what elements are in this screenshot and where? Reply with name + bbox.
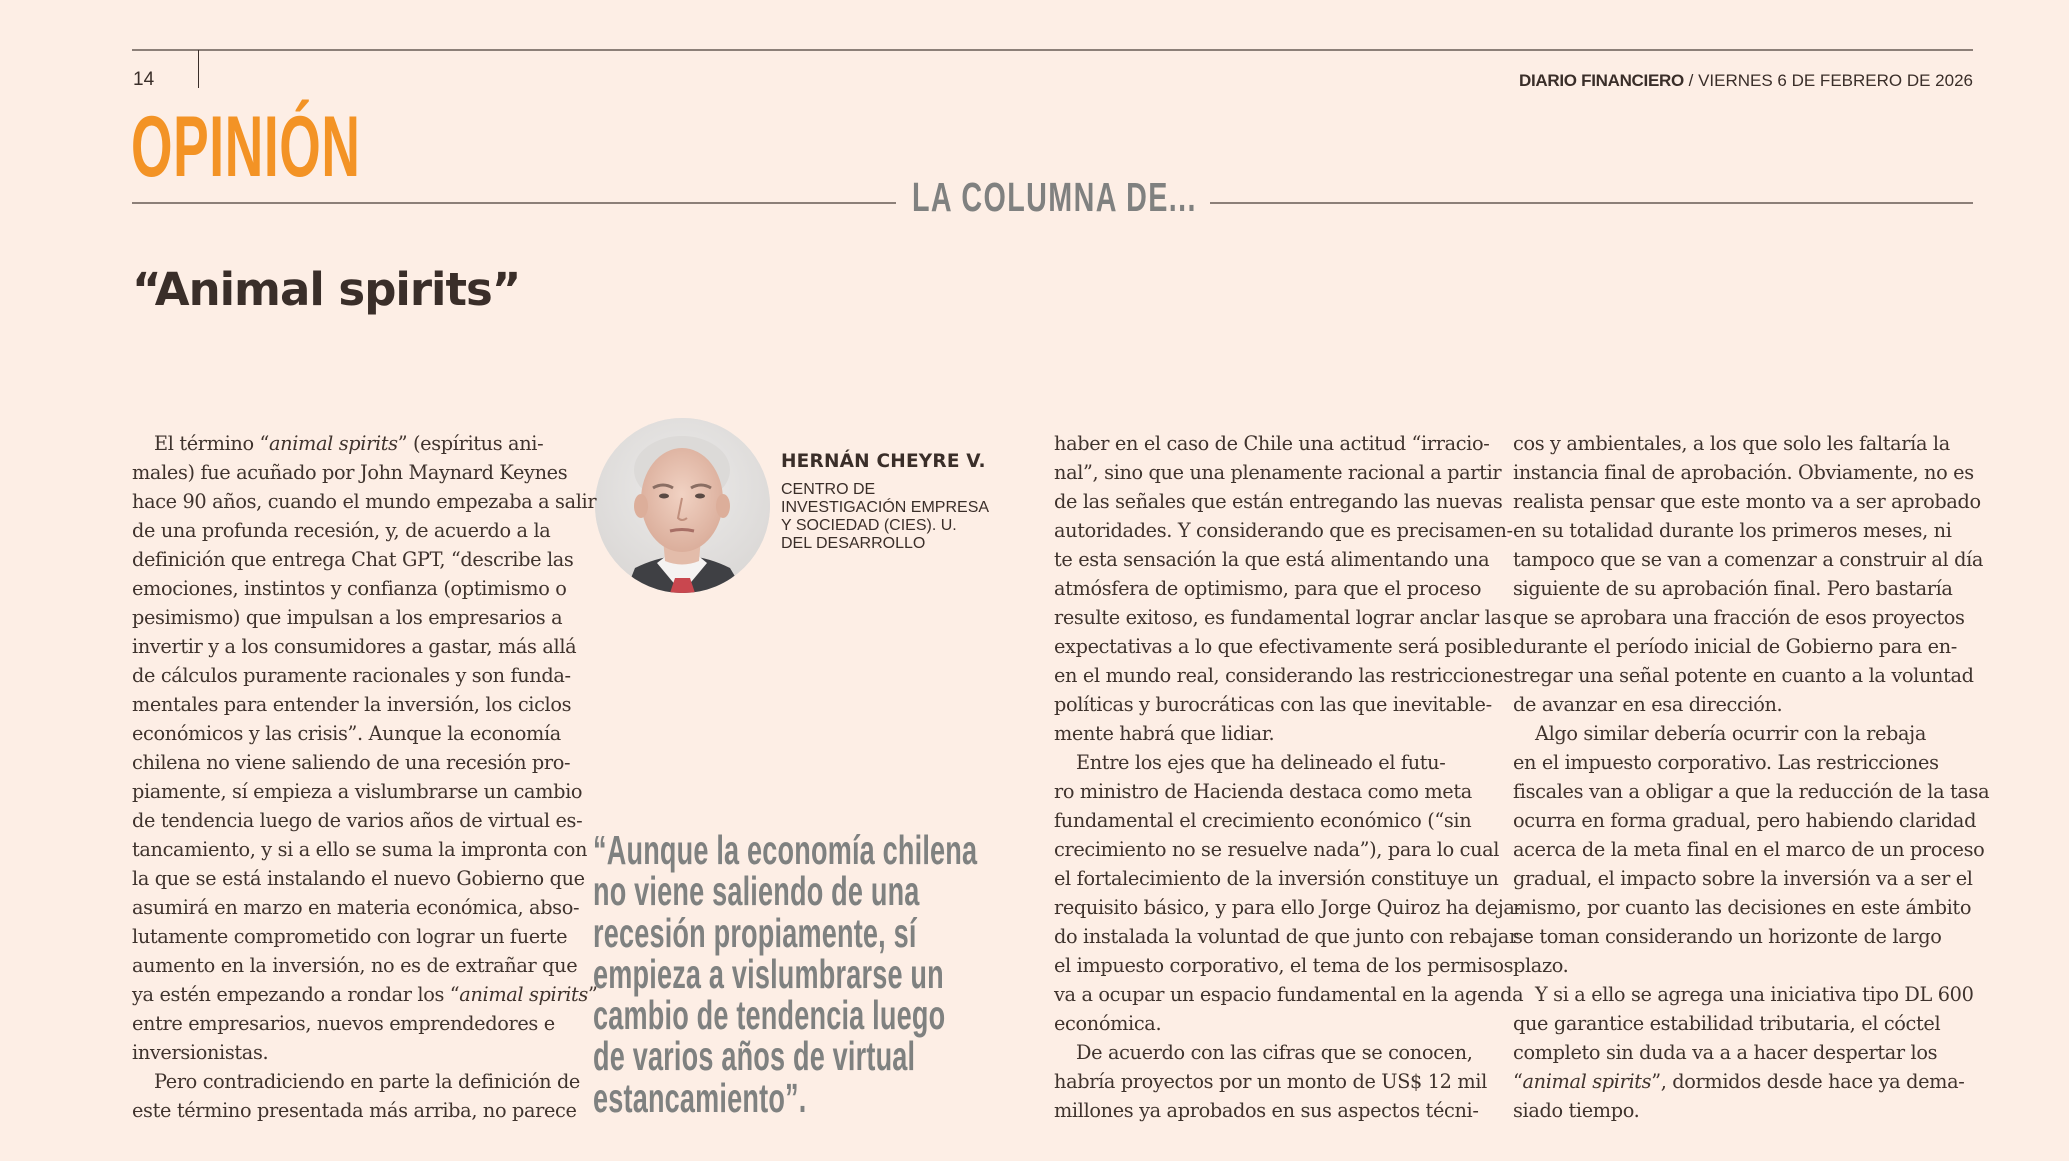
pull-quote-line: recesión propiamente, sí [593,909,917,956]
text-line [1513,893,1971,922]
text-segment: de una profunda recesión, y, de acuerdo a la [132,519,551,542]
text-segment: piamente, sí empieza a vislumbrarse un cambio [132,780,583,803]
text-line [1513,922,1941,951]
text-line [1054,980,1523,1009]
text-segment: requisito básico, y para ello Jorge Quiroz ha deja- [1054,896,1521,919]
text-segment: millones ya aprobados en sus aspectos técni- [1054,1099,1479,1122]
text-line [132,516,550,545]
pull-quote-line: “Aunque la economía chilena [593,827,978,873]
text-line [154,429,543,458]
text-segment: expectativas a lo que efectivamente será posible [1054,635,1512,658]
author-affiliation [781,481,990,553]
text-segment: te esta sensación la que está alimentando una [1054,548,1490,571]
text-line [1054,864,1498,893]
text-segment: atmósfera de optimismo, para que el proceso [1054,577,1482,600]
text-segment: plazo. [1513,954,1569,977]
text-segment: invertir y a los consumidores a gastar, más allá [132,635,577,658]
text-line [1054,893,1521,922]
text-line [132,1038,268,1067]
text-segment: de tendencia luego de varios años de virtual es- [132,809,583,832]
italic-term: animal spirits [269,432,398,455]
text-segment: tancamiento, y si a ello se suma la impronta con [132,838,588,861]
pull-quote [593,827,978,1121]
author-affiliation-line: DEL DESARROLLO [781,535,926,552]
text-line [1054,574,1481,603]
text-line [132,806,582,835]
text-segment: inversionistas. [132,1041,269,1064]
pull-quote-line: cambio de tendencia luego [593,992,946,1039]
text-line [1513,516,1952,545]
text-segment: hace 90 años, cuando el mundo empezaba a salir [132,490,597,513]
text-line [1054,719,1274,748]
text-segment: mentales para entender la inversión, los ciclos [132,693,572,716]
text-segment: económica. [1054,1012,1162,1035]
top-rule [132,49,1973,51]
text-segment: “ [1513,1070,1523,1093]
text-line [1054,835,1499,864]
text-line [132,922,567,951]
text-line [1054,429,1489,458]
section-rule-right [1210,202,1973,204]
text-segment: va a ocupar un espacio fundamental en la agenda [1054,983,1524,1006]
italic-term: animal spirits [1522,1070,1652,1093]
section-rule-left [132,202,896,204]
text-line [1513,806,1976,835]
text-line [1513,632,1957,661]
text-segment: asumirá en marzo en materia económica, abso- [132,896,580,919]
text-segment: mismo, por cuanto las decisiones en este ámbito [1513,896,1972,919]
text-segment: de las señales que están entregando las nuevas [1054,490,1503,513]
text-line [132,487,596,516]
text-line [1076,1038,1472,1067]
text-segment: que garantice estabilidad tributaria, el cóctel [1513,1012,1941,1035]
text-segment: en el mundo real, considerando las restricciones [1054,664,1513,687]
text-segment: gradual, el impacto sobre la inversión va a ser el [1513,867,1973,890]
text-segment: tregar una señal potente en cuanto a la voluntad [1513,664,1974,687]
text-line [1076,748,1445,777]
text-segment: completo sin duda va a a hacer despertar los [1513,1041,1938,1064]
text-line [154,1067,580,1096]
text-line [1513,864,1973,893]
text-segment: acerca de la meta final en el marco de un proceso [1513,838,1985,861]
pull-quote-line: empieza a vislumbrarse un [593,950,944,997]
text-line [132,458,567,487]
italic-term: animal spirits [459,983,588,1006]
text-line [1513,1096,1639,1125]
text-segment: ”, dormidos desde hace ya dema- [1651,1070,1965,1093]
text-line [1535,719,1926,748]
text-line [132,661,571,690]
text-segment: fundamental el crecimiento económico (“sin [1054,809,1472,832]
text-line [132,1009,555,1038]
author-portrait-icon [595,418,770,593]
text-segment: Y si a ello se agrega una iniciativa tipo DL 600 [1535,983,1974,1006]
text-segment: el fortalecimiento de la inversión constituye un [1054,867,1499,890]
text-segment: que se aprobara una fracción de esos proyectos [1513,606,1965,629]
text-line [1054,1009,1161,1038]
text-segment: ro ministro de Hacienda destaca como meta [1054,780,1472,803]
text-segment: durante el período inicial de Gobierno para en- [1513,635,1957,658]
text-line [132,835,587,864]
text-segment: do instalada la voluntad de que junto con rebajar [1054,925,1518,948]
text-segment: autoridades. Y considerando que es precisamen- [1054,519,1513,542]
text-segment: tampoco que se van a comenzar a construir al día [1513,548,1984,571]
text-line [1054,545,1489,574]
author-name: HERNÁN CHEYRE V. [781,451,986,472]
text-segment: políticas y burocráticas con las que inevitable- [1054,693,1492,716]
text-line [1513,690,1782,719]
text-segment: resulte exitoso, es fundamental lograr anclar las [1054,606,1512,629]
text-segment: de avanzar en esa dirección. [1513,693,1783,716]
text-line [1513,429,1950,458]
text-line [1054,458,1501,487]
text-segment: siado tiempo. [1513,1099,1640,1122]
text-segment: Pero contradiciendo en parte la definición de [154,1070,580,1093]
text-line [1513,777,1989,806]
text-segment: entre empresarios, nuevos emprendedores e [132,1012,555,1035]
text-segment: económicos y las crisis”. Aunque la economía [132,722,561,745]
text-segment: realista pensar que este monto va a ser aprobado [1513,490,1981,513]
text-line [132,690,571,719]
text-segment: este término presentada más arriba, no parece [132,1099,577,1122]
text-segment: en el impuesto corporativo. Las restricciones [1513,751,1939,774]
text-line [132,719,561,748]
author-affiliation-line: CENTRO DE [781,481,876,498]
text-line [1513,661,1974,690]
text-segment: ya estén empezando a rondar los “ [132,983,460,1006]
pull-quote-line: estancamiento”. [593,1074,807,1121]
section-title: OPINIÓN [131,99,361,195]
column-label: LA COLUMNA DE... [912,174,1197,220]
text-segment: De acuerdo con las cifras que se conocen, [1076,1041,1473,1064]
text-line [1513,1067,1964,1096]
text-segment: mente habrá que lidiar. [1054,722,1275,745]
text-line [1054,806,1471,835]
text-line [132,603,562,632]
text-line [1054,603,1511,632]
text-segment: el impuesto corporativo, el tema de los permisos [1054,954,1514,977]
text-line [132,951,577,980]
text-segment: siguiente de su aprobación final. Pero bastaría [1513,577,1953,600]
pull-quote-line: no viene saliendo de una [593,868,920,915]
text-line [1513,951,1568,980]
article-headline: “Animal spirits” [132,263,521,316]
text-line [1513,603,1965,632]
text-line [132,893,579,922]
masthead-separator: / [1683,71,1699,90]
text-line [1054,951,1513,980]
text-segment: definición que entrega Chat GPT, “describe las [132,548,574,571]
text-segment: aumento en la inversión, no es de extrañar que [132,954,578,977]
publication-name: DIARIO FINANCIERO [1518,71,1684,90]
text-segment: se toman considerando un horizonte de largo [1513,925,1942,948]
text-line [1054,1096,1479,1125]
text-line [1513,545,1983,574]
text-line [1513,748,1939,777]
text-segment: pesimismo) que impulsan a los empresarios a [132,606,563,629]
text-segment: habría proyectos por un monto de US$ 12 mil [1054,1070,1487,1093]
page-number: 14 [133,69,155,90]
text-segment: crecimiento no se resuelve nada”), para lo cual [1054,838,1500,861]
text-segment: en su totalidad durante los primeros meses, ni [1513,519,1952,542]
text-line [132,748,570,777]
text-line [1054,632,1512,661]
text-line [1054,777,1472,806]
text-segment: instancia final de aprobación. Obviamente, no es [1513,461,1974,484]
text-line [1054,690,1492,719]
text-line [1513,835,1984,864]
text-segment: nal”, sino que una plenamente racional a partir [1054,461,1502,484]
text-segment: lutamente comprometido con lograr un fuerte [132,925,568,948]
text-segment: Entre los ejes que ha delineado el futu- [1076,751,1446,774]
text-segment: de cálculos puramente racionales y son funda- [132,664,571,687]
text-line [132,545,573,574]
text-segment: Algo similar debería ocurrir con la rebaja [1535,722,1926,745]
author-affiliation-line: Y SOCIEDAD (CIES). U. [781,517,957,534]
text-line [132,777,582,806]
text-line [1054,1067,1487,1096]
text-segment: emociones, instintos y confianza (optimismo o [132,577,567,600]
text-line [1054,516,1513,545]
text-segment: cos y ambientales, a los que solo les faltaría la [1513,432,1950,455]
text-line [1513,487,1981,516]
text-segment: haber en el caso de Chile una actitud “irracio- [1054,432,1490,455]
text-segment: ocurra en forma gradual, pero habiendo claridad [1513,809,1977,832]
masthead [1519,71,1973,91]
publication-date: VIERNES 6 DE FEBRERO DE 2026 [1698,71,1973,90]
text-segment: la que se está instalando el nuevo Gobierno que [132,867,585,890]
text-line [1054,487,1502,516]
text-line [132,574,567,603]
text-line [132,864,585,893]
text-segment: fiscales van a obligar a que la reducción de la tasa [1513,780,1990,803]
text-line [1535,980,1974,1009]
pull-quote-line: de varios años de virtual [593,1033,916,1080]
text-line [1513,1009,1940,1038]
text-segment: ” [587,983,598,1006]
text-line [1054,922,1518,951]
text-line [132,980,598,1009]
text-line [1513,574,1953,603]
text-line [132,632,576,661]
author-photo [595,418,770,593]
text-segment: ” (espíritus ani- [397,432,544,455]
text-segment: males) fue acuñado por John Maynard Keynes [132,461,568,484]
text-line [1513,1038,1937,1067]
page-number-divider [198,50,199,88]
text-line [1054,661,1513,690]
text-segment: El término “ [154,432,270,455]
text-line [1513,458,1974,487]
author-affiliation-line: INVESTIGACIÓN EMPRESA [781,499,990,516]
text-line [132,1096,577,1125]
text-segment: chilena no viene saliendo de una recesión pro- [132,751,571,774]
